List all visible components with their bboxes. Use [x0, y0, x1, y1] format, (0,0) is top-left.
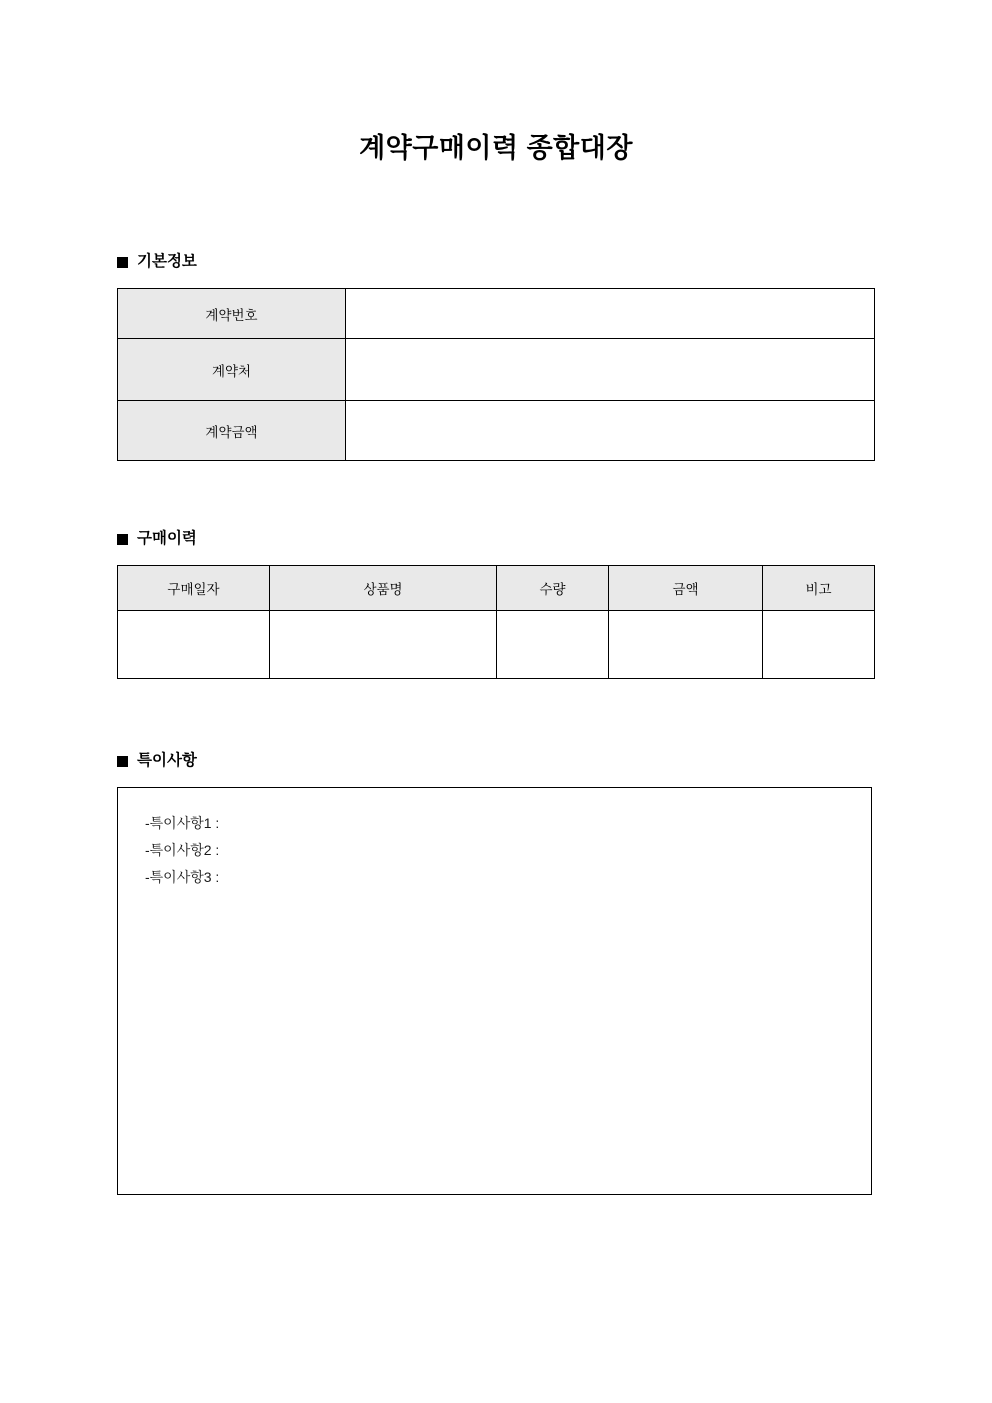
basic-info-value-contract-number[interactable] — [346, 289, 875, 339]
section-heading-special-notes — [117, 751, 197, 771]
purchase-history-table — [117, 565, 875, 679]
cell-purchase-date[interactable] — [118, 611, 270, 679]
section-heading-label: 구매이력 — [137, 530, 197, 547]
square-bullet-icon — [117, 756, 128, 767]
table-row — [118, 339, 875, 401]
column-header-product-name: 상품명 — [270, 566, 497, 611]
column-header-amount: 금액 — [609, 566, 763, 611]
section-heading-label: 특이사항 — [137, 752, 197, 769]
column-header-quantity: 수량 — [497, 566, 609, 611]
cell-product-name[interactable] — [270, 611, 497, 679]
list-item[interactable]: -특이사항1 : — [145, 815, 220, 831]
column-header-purchase-date: 구매일자 — [118, 566, 270, 611]
basic-info-value-contract-amount[interactable] — [346, 401, 875, 461]
cell-amount[interactable] — [609, 611, 763, 679]
special-notes-box[interactable] — [117, 787, 872, 1195]
table-row — [118, 611, 875, 679]
cell-quantity[interactable] — [497, 611, 609, 679]
special-notes-list — [118, 788, 871, 891]
basic-info-label-contract-number: 계약번호 — [118, 289, 346, 339]
basic-info-label-contract-amount: 계약금액 — [118, 401, 346, 461]
list-item[interactable]: -특이사항3 : — [145, 869, 220, 885]
cell-remark[interactable] — [763, 611, 875, 679]
section-heading-label: 기본정보 — [137, 253, 197, 270]
table-row — [118, 289, 875, 339]
table-header-row — [118, 566, 875, 611]
list-item[interactable]: -특이사항2 : — [145, 842, 220, 858]
basic-info-label-contract-party: 계약처 — [118, 339, 346, 401]
page-title: 계약구매이력 종합대장 — [359, 133, 633, 163]
table-row — [118, 401, 875, 461]
square-bullet-icon — [117, 534, 128, 545]
square-bullet-icon — [117, 257, 128, 268]
basic-info-table — [117, 288, 875, 461]
section-heading-purchase-history — [117, 529, 197, 549]
basic-info-value-contract-party[interactable] — [346, 339, 875, 401]
column-header-remark: 비고 — [763, 566, 875, 611]
section-heading-basic-info — [117, 252, 197, 272]
